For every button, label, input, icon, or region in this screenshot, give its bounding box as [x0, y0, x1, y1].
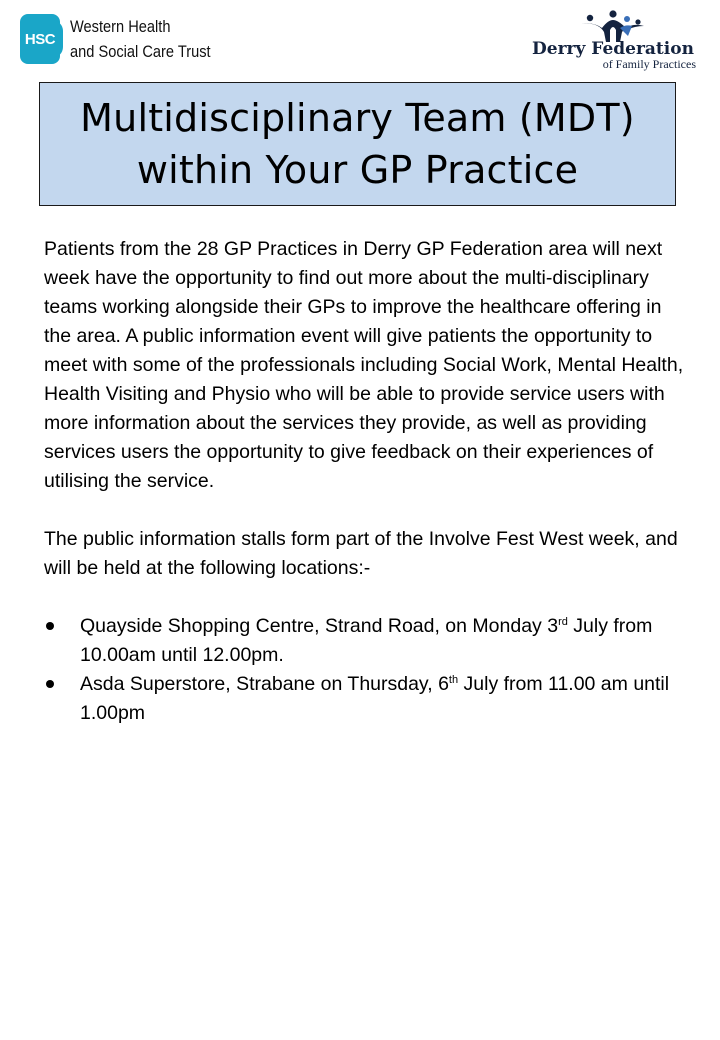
derry-federation-logo	[528, 10, 698, 71]
hsc-logo	[20, 14, 233, 64]
intro-paragraph: Patients from the 28 GP Practices in Derry GP Federation area will next week have the opportunity to find out more about the multi-disciplinary teams working alongside their GPs to improve the healthcare offering in the area. A public information event will give patients the opportunity to meet with some of the professionals including Social Work, Mental Health, Health Visiting and Physio who will be able to provide service users with more information about the services they provide, as well as providing services users the opportunity to give feedback on their experiences of utilising the service.	[44, 238, 684, 492]
location-text-rest: July from 11.00 am until 1.00pm	[80, 673, 670, 724]
ordinal-suffix: th	[448, 674, 459, 686]
page-title-box	[39, 82, 676, 206]
locations-list	[44, 612, 684, 728]
derry-federation-title: Derry Federation	[532, 39, 694, 59]
list-item	[44, 612, 684, 670]
locations-intro-paragraph: The public information stalls form part of the Involve Fest West week, and will be held at the following locations:-	[44, 528, 678, 579]
hsc-badge-text: HSC	[24, 30, 56, 48]
list-item	[44, 670, 684, 728]
bullet-icon	[46, 622, 54, 630]
location-text: Asda Superstore, Strabane on Thursday, 6	[80, 673, 449, 695]
page-title-line1: Multidisciplinary Team (MDT)	[80, 96, 635, 140]
derry-federation-subtitle: of Family Practices	[602, 57, 696, 71]
location-text-rest: July from 10.00am until 12.00pm.	[80, 615, 653, 666]
bullet-icon	[46, 680, 54, 688]
location-text: Quayside Shopping Centre, Strand Road, on Monday 3	[80, 615, 559, 637]
hsc-trust-line2: and Social Care Trust	[70, 42, 211, 61]
ordinal-suffix: rd	[558, 616, 568, 628]
page-title-line2: within Your GP Practice	[136, 148, 579, 192]
hsc-badge-icon	[20, 14, 60, 64]
hsc-trust-name	[70, 14, 211, 64]
article-body	[44, 235, 684, 728]
hsc-trust-line1: Western Health	[70, 17, 171, 36]
